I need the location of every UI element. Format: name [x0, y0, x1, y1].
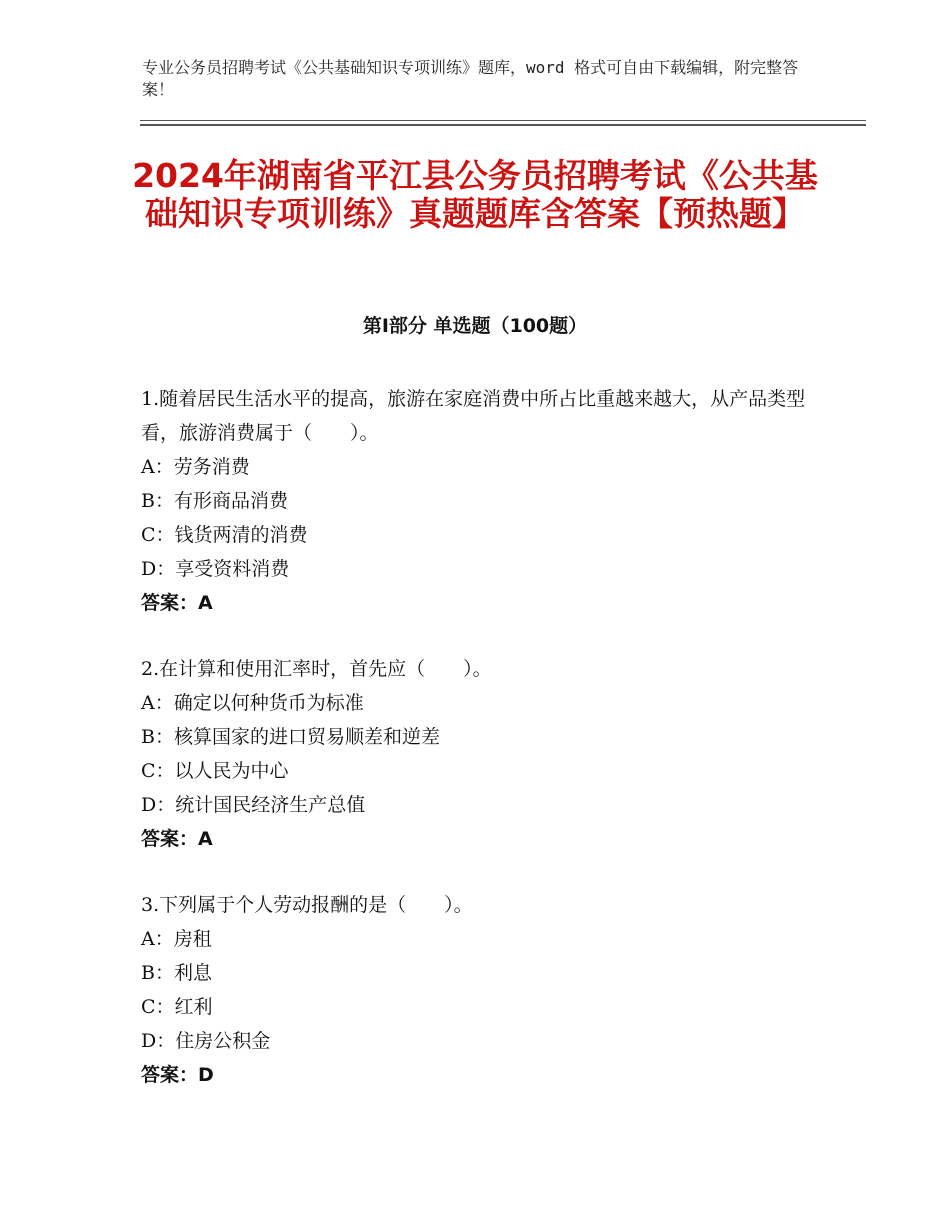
answer: 答案：A — [141, 828, 213, 850]
question-2 — [141, 652, 821, 857]
question-stem: 2.在计算和使用汇率时，首先应（ ）。 — [141, 658, 492, 680]
question-3 — [141, 888, 821, 1093]
option-b: B：有形商品消费 — [141, 490, 288, 512]
option-d: D：统计国民经济生产总值 — [141, 794, 366, 816]
question-list — [141, 382, 821, 1124]
option-c: C：钱货两清的消费 — [141, 524, 308, 546]
document-title: 2024年湖南省平江县公务员招聘考试《公共基础知识专项训练》真题题库含答案【预热题】 — [132, 156, 818, 233]
option-a: A：劳务消费 — [141, 456, 250, 478]
option-a: A：房租 — [141, 928, 212, 950]
header-note: 专业公务员招聘考试《公共基础知识专项训练》题库，word 格式可自由下载编辑，附完整答案！ — [142, 58, 799, 99]
section-heading: 第Ⅰ部分 单选题（100题） — [362, 315, 588, 337]
option-b: B：核算国家的进口贸易顺差和逆差 — [141, 726, 440, 748]
option-b: B：利息 — [141, 962, 212, 984]
question-stem: 1.随着居民生活水平的提高，旅游在家庭消费中所占比重越来越大，从产品类型看，旅游消费属于（ ）。 — [141, 388, 806, 444]
option-c: C：以人民为中心 — [141, 760, 289, 782]
option-d: D：享受资料消费 — [141, 558, 290, 580]
header-rule — [140, 120, 866, 126]
option-c: C：红利 — [141, 996, 213, 1018]
question-stem: 3.下列属于个人劳动报酬的是（ ）。 — [141, 894, 473, 916]
option-a: A：确定以何种货币为标准 — [141, 692, 364, 714]
option-d: D：住房公积金 — [141, 1030, 271, 1052]
answer: 答案：D — [141, 1064, 214, 1086]
question-1 — [141, 382, 821, 621]
answer: 答案：A — [141, 592, 213, 614]
